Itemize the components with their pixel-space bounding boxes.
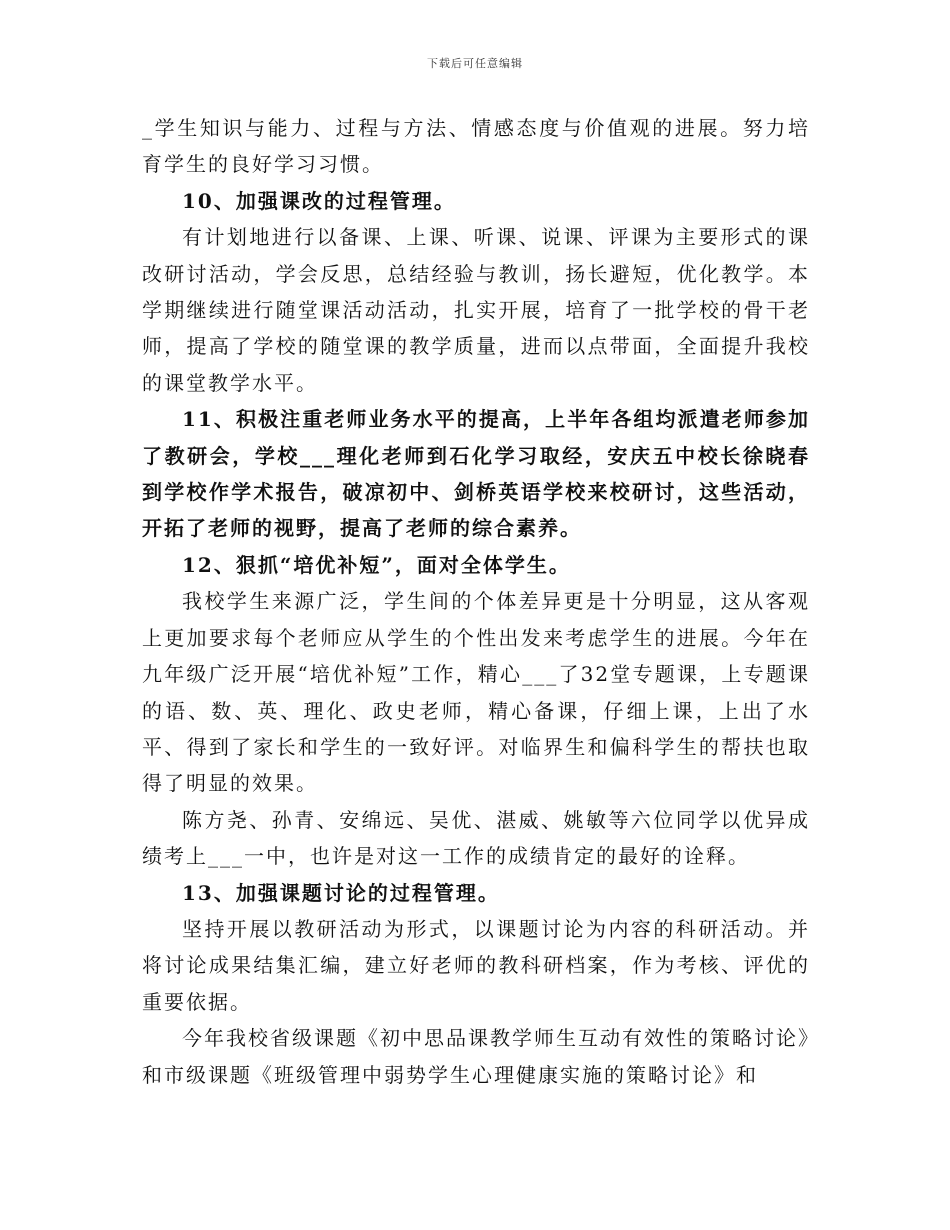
section-heading-10: 10、加强课改的过程管理。 [182, 188, 456, 213]
body-paragraph: 陈方尧、孙青、安绵远、吴优、湛威、姚敏等六位同学以优异成绩考上___一中，也许是对这一工作的成绩肯定的最好的诠释。 [142, 807, 810, 869]
section-heading-13: 13、加强课题讨论的过程管理。 [182, 880, 500, 905]
document-body [142, 110, 810, 1093]
body-paragraph: 坚持开展以教研活动为形式，以课题讨论为内容的科研活动。并将讨论成果结集汇编，建立好老师的教科研档案，作为考核、评优的重要依据。 [142, 916, 810, 1014]
body-paragraph: 今年我校省级课题《初中思品课教学师生互动有效性的策略讨论》和市级课题《班级管理中弱势学生心理健康实施的策略讨论》和 [142, 1026, 810, 1087]
section-heading-12: 12、狠抓“培优补短”，面对全体学生。 [182, 552, 571, 577]
section-heading-11: 11、积极注重老师业务水平的提高，上半年各组均派遣老师参加了教研会，学校___理化老师到石化学习取经，安庆五中校长徐晓春到学校作学术报告，破凉初中、剑桥英语学校来校研讨，这些活动，开拓了老师的视野，提高了老师的综合素养。 [142, 407, 810, 541]
page-header-note: 下载后可任意编辑 [427, 57, 523, 70]
body-paragraph: 有计划地进行以备课、上课、听课、说课、评课为主要形式的课改研讨活动，学会反思，总结经验与教训，扬长避短，优化教学。本学期继续进行随堂课活动活动，扎实开展，培育了一批学校的骨干老师，提高了学校的随堂课的教学质量，进而以点带面，全面提升我校的课堂教学水平。 [142, 225, 810, 395]
body-paragraph: _学生知识与能力、过程与方法、情感态度与价值观的进展。努力培育学生的良好学习习惯。 [142, 116, 810, 177]
body-paragraph: 我校学生来源广泛，学生间的个体差异更是十分明显，这从客观上更加要求每个老师应从学生的个性出发来考虑学生的进展。今年在九年级广泛开展“培优补短”工作，精心___了32堂专题课，上专题课的语、数、英、理化、政史老师，精心备课，仔细上课，上出了水平、得到了家长和学生的一致好评。对临界生和偏科学生的帮扶也取得了明显的效果。 [142, 589, 810, 796]
